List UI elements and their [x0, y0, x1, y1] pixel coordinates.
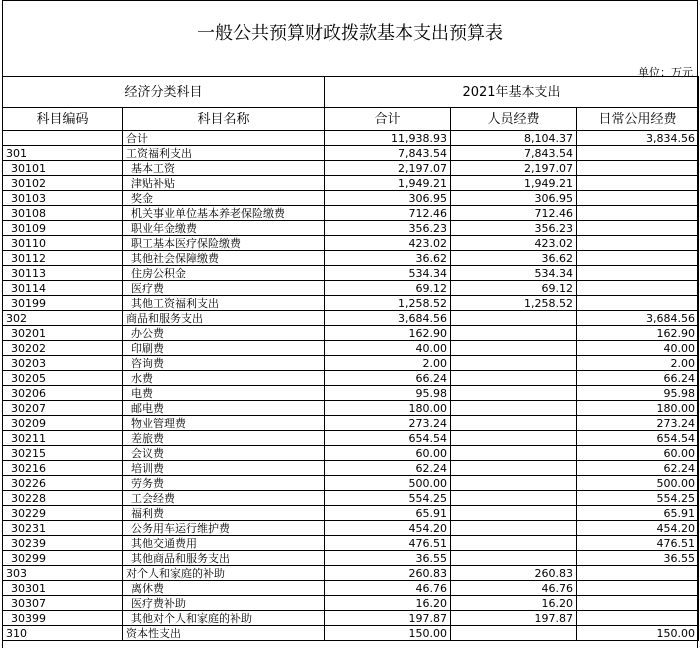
cell-code: 30108: [3, 206, 123, 221]
table-row: [3, 431, 699, 446]
cell-total: 11,938.93: [325, 131, 451, 146]
cell-total: 712.46: [325, 206, 451, 221]
cell-personnel: [451, 356, 577, 371]
cell-code: 310: [3, 626, 123, 641]
cell-name: 其他商品和服务支出: [123, 551, 325, 566]
cell-total: 3,684.56: [325, 311, 451, 326]
cell-public: 150.00: [577, 626, 699, 641]
table-row: [3, 311, 699, 326]
cell-code: 30399: [3, 611, 123, 626]
cell-code: 30301: [3, 581, 123, 596]
cell-personnel: [451, 461, 577, 476]
cell-name: 医疗费: [123, 281, 325, 296]
cell-public: 65.91: [577, 506, 699, 521]
cell-total: 260.83: [325, 566, 451, 581]
header-personnel: 人员经费: [451, 108, 577, 131]
cell-name: 劳务费: [123, 476, 325, 491]
cell-code: 301: [3, 146, 123, 161]
cell-total: 454.20: [325, 521, 451, 536]
cell-code: 30199: [3, 296, 123, 311]
table-row: [3, 416, 699, 431]
cell-name: 邮电费: [123, 401, 325, 416]
cell-code: 30209: [3, 416, 123, 431]
cell-name: 办公费: [123, 326, 325, 341]
header-name: 科目名称: [123, 108, 325, 131]
table-row: [3, 206, 699, 221]
cell-name: 商品和服务支出: [123, 311, 325, 326]
cell-code: 30226: [3, 476, 123, 491]
cell-public: [577, 566, 699, 581]
table-body: [3, 131, 699, 641]
cell-name: 工资福利支出: [123, 146, 325, 161]
cell-total: 66.24: [325, 371, 451, 386]
cell-code: 30231: [3, 521, 123, 536]
cell-public: 454.20: [577, 521, 699, 536]
header-year-basic-expenditure: 2021年基本支出: [325, 77, 699, 108]
cell-personnel: 534.34: [451, 266, 577, 281]
cell-name: 其他对个人和家庭的补助: [123, 611, 325, 626]
cell-personnel: 46.76: [451, 581, 577, 596]
header-public: 日常公用经费: [577, 108, 699, 131]
cell-public: 500.00: [577, 476, 699, 491]
cell-personnel: 356.23: [451, 221, 577, 236]
header-economic-category: 经济分类科目: [3, 77, 325, 108]
cell-code: 30211: [3, 431, 123, 446]
cell-total: 423.02: [325, 236, 451, 251]
cell-public: 3,684.56: [577, 311, 699, 326]
cell-public: 654.54: [577, 431, 699, 446]
table-row: [3, 191, 699, 206]
cell-code: 30299: [3, 551, 123, 566]
cell-personnel: [451, 326, 577, 341]
cell-total: 150.00: [325, 626, 451, 641]
cell-code: 30202: [3, 341, 123, 356]
cell-name: 资本性支出: [123, 626, 325, 641]
cell-personnel: [451, 371, 577, 386]
table-row: [3, 491, 699, 506]
cell-code: 30215: [3, 446, 123, 461]
cell-personnel: 306.95: [451, 191, 577, 206]
cell-code: 30109: [3, 221, 123, 236]
cell-total: 95.98: [325, 386, 451, 401]
cell-name: 印刷费: [123, 341, 325, 356]
table-row: [3, 236, 699, 251]
cell-total: 40.00: [325, 341, 451, 356]
cell-personnel: [451, 506, 577, 521]
cell-name: 福利费: [123, 506, 325, 521]
cell-total: 69.12: [325, 281, 451, 296]
cell-name: 对个人和家庭的补助: [123, 566, 325, 581]
cell-personnel: 423.02: [451, 236, 577, 251]
cell-personnel: 7,843.54: [451, 146, 577, 161]
table-row: [3, 596, 699, 611]
cell-code: 30101: [3, 161, 123, 176]
cell-code: 302: [3, 311, 123, 326]
cell-name: 其他社会保障缴费: [123, 251, 325, 266]
cell-total: 7,843.54: [325, 146, 451, 161]
cell-name: 培训费: [123, 461, 325, 476]
cell-public: [577, 161, 699, 176]
cell-code: 30216: [3, 461, 123, 476]
header-total: 合计: [325, 108, 451, 131]
cell-personnel: 260.83: [451, 566, 577, 581]
cell-public: [577, 176, 699, 191]
table-row: [3, 551, 699, 566]
cell-name: 合计: [123, 131, 325, 146]
cell-name: 电费: [123, 386, 325, 401]
cell-total: 65.91: [325, 506, 451, 521]
budget-table: [2, 76, 699, 641]
cell-total: 654.54: [325, 431, 451, 446]
cell-personnel: [451, 386, 577, 401]
cell-code: 30201: [3, 326, 123, 341]
cell-personnel: 1,258.52: [451, 296, 577, 311]
table-row: [3, 626, 699, 641]
cell-public: [577, 206, 699, 221]
table-row: [3, 476, 699, 491]
cell-public: [577, 281, 699, 296]
cell-total: 60.00: [325, 446, 451, 461]
table-row: [3, 356, 699, 371]
cell-public: [577, 596, 699, 611]
cell-name: 医疗费补助: [123, 596, 325, 611]
cell-public: 40.00: [577, 341, 699, 356]
table-row: [3, 251, 699, 266]
cell-code: 30113: [3, 266, 123, 281]
cell-public: 2.00: [577, 356, 699, 371]
cell-total: 2.00: [325, 356, 451, 371]
cell-public: [577, 191, 699, 206]
cell-code: 30205: [3, 371, 123, 386]
cell-personnel: [451, 491, 577, 506]
cell-name: 职工基本医疗保险缴费: [123, 236, 325, 251]
table-row: [3, 386, 699, 401]
cell-name: 工会经费: [123, 491, 325, 506]
table-row: [3, 221, 699, 236]
cell-personnel: [451, 536, 577, 551]
cell-total: 16.20: [325, 596, 451, 611]
cell-personnel: 69.12: [451, 281, 577, 296]
cell-total: 356.23: [325, 221, 451, 236]
cell-total: 36.55: [325, 551, 451, 566]
table-row: [3, 326, 699, 341]
header-row-group: [3, 77, 699, 108]
cell-total: 534.34: [325, 266, 451, 281]
table-row: [3, 281, 699, 296]
table-row: [3, 566, 699, 581]
cell-code: 30239: [3, 536, 123, 551]
cell-personnel: [451, 431, 577, 446]
cell-public: 273.24: [577, 416, 699, 431]
cell-name: 住房公积金: [123, 266, 325, 281]
cell-total: 1,258.52: [325, 296, 451, 311]
cell-total: 197.87: [325, 611, 451, 626]
cell-total: 273.24: [325, 416, 451, 431]
table-row: [3, 461, 699, 476]
cell-code: 30112: [3, 251, 123, 266]
cell-personnel: 16.20: [451, 596, 577, 611]
cell-public: 554.25: [577, 491, 699, 506]
cell-code: 30206: [3, 386, 123, 401]
cell-public: [577, 266, 699, 281]
cell-name: 离休费: [123, 581, 325, 596]
table-row: [3, 146, 699, 161]
cell-public: 95.98: [577, 386, 699, 401]
cell-public: [577, 236, 699, 251]
table-row: [3, 296, 699, 311]
cell-name: 差旅费: [123, 431, 325, 446]
cell-code: [3, 131, 123, 146]
cell-personnel: [451, 401, 577, 416]
cell-code: 30203: [3, 356, 123, 371]
table-row: [3, 506, 699, 521]
cell-total: 46.76: [325, 581, 451, 596]
table-row: [3, 131, 699, 146]
cell-personnel: 8,104.37: [451, 131, 577, 146]
cell-total: 554.25: [325, 491, 451, 506]
cell-public: 36.55: [577, 551, 699, 566]
cell-public: 476.51: [577, 536, 699, 551]
cell-code: 30103: [3, 191, 123, 206]
cell-personnel: 1,949.21: [451, 176, 577, 191]
page-title: 一般公共预算财政拨款基本支出预算表: [197, 23, 503, 44]
cell-name: 奖金: [123, 191, 325, 206]
header-code: 科目编码: [3, 108, 123, 131]
table-row: [3, 266, 699, 281]
cell-total: 36.62: [325, 251, 451, 266]
cell-total: 162.90: [325, 326, 451, 341]
cell-name: 其他交通费用: [123, 536, 325, 551]
cell-public: [577, 611, 699, 626]
cell-code: 30207: [3, 401, 123, 416]
cell-code: 30228: [3, 491, 123, 506]
cell-total: 476.51: [325, 536, 451, 551]
cell-public: 60.00: [577, 446, 699, 461]
cell-public: [577, 221, 699, 236]
cell-public: 62.24: [577, 461, 699, 476]
cell-personnel: [451, 521, 577, 536]
cell-personnel: 36.62: [451, 251, 577, 266]
cell-public: [577, 146, 699, 161]
cell-total: 180.00: [325, 401, 451, 416]
cell-public: [577, 581, 699, 596]
cell-personnel: [451, 446, 577, 461]
table-row: [3, 161, 699, 176]
cell-personnel: [451, 476, 577, 491]
cell-name: 咨询费: [123, 356, 325, 371]
cell-code: 30229: [3, 506, 123, 521]
cell-public: 162.90: [577, 326, 699, 341]
cell-code: 30307: [3, 596, 123, 611]
cell-name: 机关事业单位基本养老保险缴费: [123, 206, 325, 221]
table-row: [3, 581, 699, 596]
cell-personnel: [451, 416, 577, 431]
table-row: [3, 341, 699, 356]
table-row: [3, 521, 699, 536]
table-row: [3, 176, 699, 191]
table-row: [3, 371, 699, 386]
cell-name: 公务用车运行维护费: [123, 521, 325, 536]
cell-personnel: [451, 626, 577, 641]
cell-code: 303: [3, 566, 123, 581]
cell-name: 职业年金缴费: [123, 221, 325, 236]
cell-public: [577, 251, 699, 266]
table-row: [3, 536, 699, 551]
cell-name: 基本工资: [123, 161, 325, 176]
cell-name: 水费: [123, 371, 325, 386]
table-row: [3, 611, 699, 626]
cell-code: 30110: [3, 236, 123, 251]
table-row: [3, 446, 699, 461]
cell-total: 500.00: [325, 476, 451, 491]
cell-public: 180.00: [577, 401, 699, 416]
cell-total: 306.95: [325, 191, 451, 206]
cell-personnel: 2,197.07: [451, 161, 577, 176]
cell-total: 62.24: [325, 461, 451, 476]
cell-public: 66.24: [577, 371, 699, 386]
cell-personnel: 197.87: [451, 611, 577, 626]
cell-name: 其他工资福利支出: [123, 296, 325, 311]
cell-code: 30102: [3, 176, 123, 191]
cell-name: 津贴补贴: [123, 176, 325, 191]
cell-personnel: 712.46: [451, 206, 577, 221]
cell-name: 会议费: [123, 446, 325, 461]
cell-personnel: [451, 311, 577, 326]
cell-name: 物业管理费: [123, 416, 325, 431]
cell-total: 1,949.21: [325, 176, 451, 191]
cell-personnel: [451, 341, 577, 356]
cell-public: 3,834.56: [577, 131, 699, 146]
cell-total: 2,197.07: [325, 161, 451, 176]
header-row-columns: [3, 108, 699, 131]
unit-label: 单位：万元: [638, 66, 693, 79]
table-row: [3, 401, 699, 416]
cell-code: 30114: [3, 281, 123, 296]
cell-public: [577, 296, 699, 311]
cell-personnel: [451, 551, 577, 566]
